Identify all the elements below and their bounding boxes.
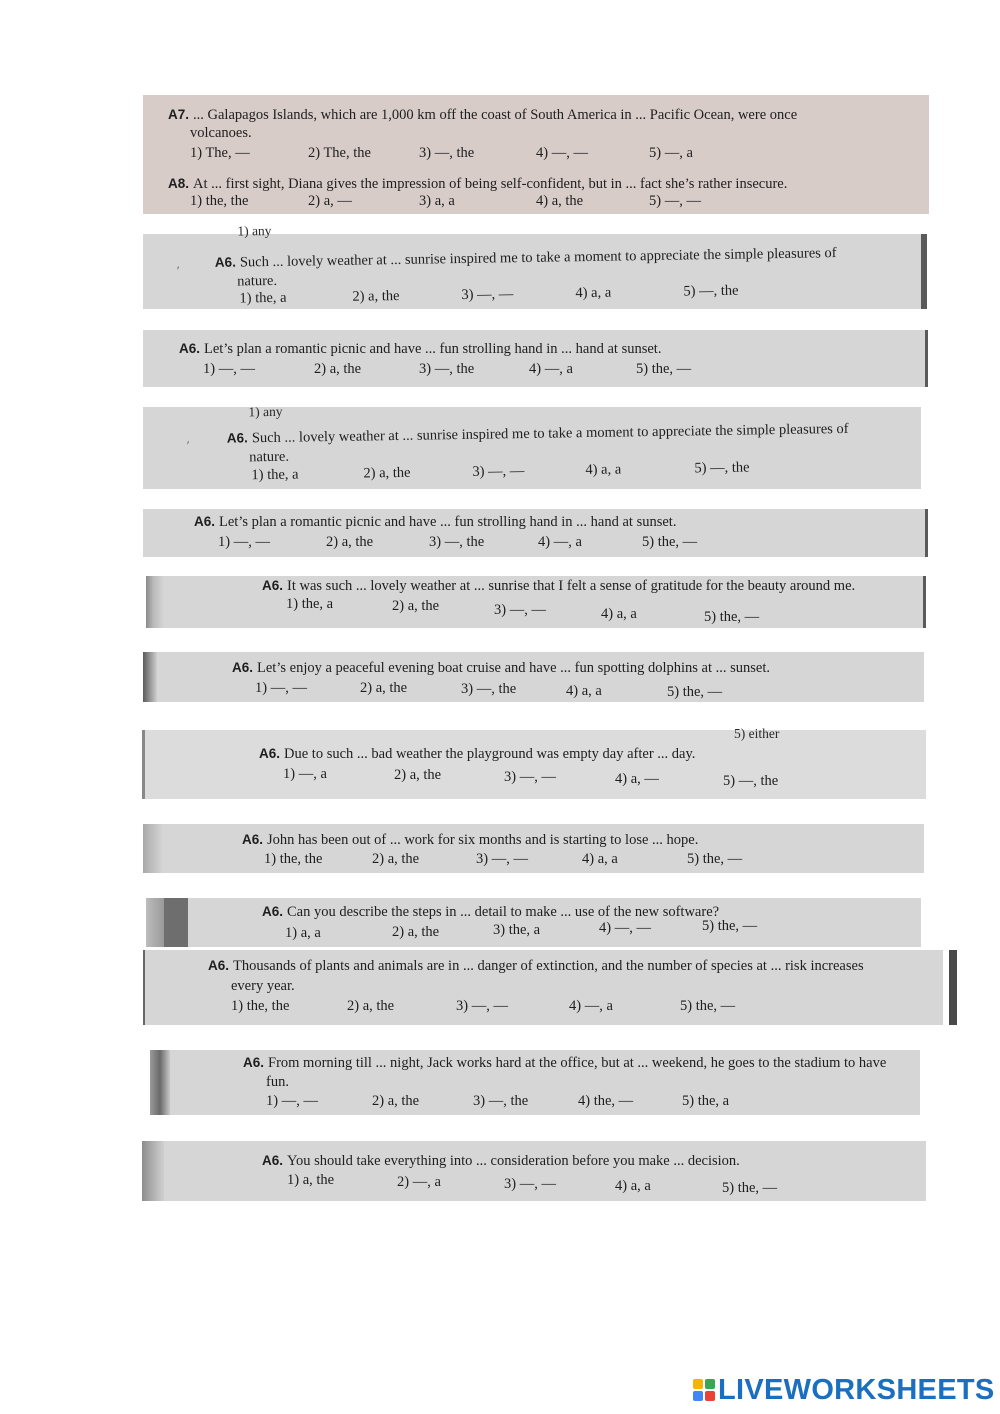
question-text: A6. Let’s plan a romantic picnic and have ... fun strolling hand in ... hand at sunset. bbox=[179, 341, 662, 357]
answer-option-3[interactable]: 3) —, — bbox=[472, 463, 525, 480]
scan-shadow bbox=[143, 652, 157, 702]
liveworksheets-logo-text: LIVEWORKSHEETS bbox=[718, 1373, 995, 1406]
answer-option-3[interactable]: 3) —, — bbox=[461, 286, 514, 304]
answer-option-4[interactable]: 4) —, a bbox=[538, 534, 582, 550]
answer-option-2[interactable]: 2) a, the bbox=[314, 361, 362, 377]
answer-option-3[interactable]: 3) a, a bbox=[419, 193, 455, 209]
liveworksheets-logo-icon bbox=[693, 1379, 715, 1401]
scan-shadow bbox=[146, 576, 164, 628]
logo-square-blue bbox=[693, 1391, 703, 1401]
answer-option-4[interactable]: 4) a, a bbox=[575, 284, 612, 302]
logo-square-green bbox=[705, 1379, 715, 1389]
scan-shadow bbox=[150, 1050, 170, 1115]
question-strip bbox=[142, 726, 926, 799]
cut-off-fragment: 5) either bbox=[734, 726, 780, 741]
answer-option-3[interactable]: 3) —, the bbox=[419, 145, 475, 161]
answer-option-5[interactable]: 5) —, the bbox=[694, 459, 750, 477]
answer-option-1[interactable]: 1) the, the bbox=[190, 193, 249, 209]
answer-option-1[interactable]: 1) a, a bbox=[285, 925, 321, 941]
answer-option-4[interactable]: 4) a, a bbox=[585, 461, 622, 479]
question-continuation: nature. bbox=[237, 272, 278, 290]
question-text: A6. Let’s enjoy a peaceful evening boat cruise and have ... fun spotting dolphins at ... sunset. bbox=[232, 660, 771, 676]
answer-option-5[interactable]: 5) the, — bbox=[722, 1180, 778, 1196]
scan-shadow bbox=[142, 730, 145, 799]
answer-option-2[interactable]: 2) a, the bbox=[392, 598, 440, 614]
cut-off-fragment: 1) any bbox=[237, 222, 272, 239]
answer-option-3[interactable]: 3) —, — bbox=[494, 602, 546, 618]
answer-option-5[interactable]: 5) —, the bbox=[723, 773, 779, 789]
question-strip bbox=[150, 1050, 920, 1115]
answer-option-5[interactable]: 5) the, — bbox=[680, 998, 736, 1014]
answer-option-4[interactable]: 4) —, — bbox=[536, 145, 588, 161]
answer-option-3[interactable]: 3) —, the bbox=[429, 534, 485, 550]
question-text: A6. Such ... lovely weather at ... sunrise inspired me to take a moment to appreciate the simple pleasures of bbox=[214, 245, 837, 271]
question-strip bbox=[143, 950, 957, 1025]
answer-option-2[interactable]: 2) a, the bbox=[372, 851, 420, 867]
answer-option-1[interactable]: 1) the, a bbox=[286, 596, 334, 612]
question-text: A6. John has been out of ... work for six months and is starting to lose ... hope. bbox=[242, 832, 699, 848]
strip-edge bbox=[923, 576, 926, 628]
answer-option-3[interactable]: 3) —, — bbox=[456, 998, 508, 1014]
answer-option-5[interactable]: 5) —, the bbox=[683, 282, 739, 300]
question-continuation: fun. bbox=[266, 1074, 289, 1090]
answer-option-2[interactable]: 2) a, the bbox=[326, 534, 374, 550]
scan-shadow bbox=[164, 898, 188, 947]
answer-option-2[interactable]: 2) a, the bbox=[363, 464, 411, 482]
answer-option-2[interactable]: 2) a, — bbox=[308, 193, 352, 209]
question-text: A6. Can you describe the steps in ... detail to make ... use of the new software? bbox=[262, 904, 720, 920]
strip-edge bbox=[949, 950, 957, 1025]
question-strip-a7-a8 bbox=[143, 95, 929, 214]
answer-option-1[interactable]: 1) the, a bbox=[251, 466, 299, 484]
answer-option-1[interactable]: 1) the, the bbox=[264, 851, 323, 867]
answer-option-4[interactable]: 4) —, — bbox=[599, 920, 651, 936]
answer-option-5[interactable]: 5) the, — bbox=[702, 918, 758, 934]
question-strip bbox=[143, 222, 927, 309]
question-strip bbox=[143, 330, 928, 387]
question-continuation: volcanoes. bbox=[190, 125, 252, 141]
answer-option-3[interactable]: 3) —, — bbox=[504, 1176, 556, 1192]
answer-option-5[interactable]: 5) the, — bbox=[704, 609, 760, 625]
answer-option-2[interactable]: 2) a, the bbox=[352, 287, 400, 305]
question-strip bbox=[143, 509, 928, 557]
answer-option-1[interactable]: 1) —, — bbox=[266, 1093, 318, 1109]
scan-shadow bbox=[146, 898, 164, 947]
answer-option-5[interactable]: 5) —, a bbox=[649, 145, 693, 161]
scan-shadow bbox=[143, 950, 145, 1025]
answer-option-1[interactable]: 1) —, a bbox=[283, 766, 327, 782]
answer-option-1[interactable]: 1) the, a bbox=[239, 289, 287, 307]
answer-option-1[interactable]: 1) —, — bbox=[218, 534, 270, 550]
answer-option-3[interactable]: 3) —, — bbox=[476, 851, 528, 867]
answer-option-2[interactable]: 2) a, the bbox=[347, 998, 395, 1014]
answer-option-4[interactable]: 4) a, — bbox=[615, 771, 659, 787]
answer-option-1[interactable]: 1) a, the bbox=[287, 1172, 335, 1188]
answer-option-2[interactable]: 2) —, a bbox=[397, 1174, 441, 1190]
question-text: A6. Due to such ... bad weather the playground was empty day after ... day. bbox=[259, 746, 696, 762]
answer-option-5[interactable]: 5) the, — bbox=[636, 361, 692, 377]
answer-option-4[interactable]: 4) the, — bbox=[578, 1093, 634, 1109]
logo-square-red bbox=[705, 1391, 715, 1401]
question-text: A7. ... Galapagos Islands, which are 1,000 km off the coast of South America in ... Pacific Ocean, were once bbox=[168, 107, 798, 123]
answer-option-1[interactable]: 1) The, — bbox=[190, 145, 250, 161]
scan-shadow bbox=[142, 1141, 164, 1201]
question-text: A6. You should take everything into ... consideration before you make ... decision. bbox=[262, 1153, 740, 1169]
question-text: A6. Thousands of plants and animals are in ... danger of extinction, and the number of species at ... risk increases bbox=[208, 958, 864, 974]
question-text: A6. From morning till ... night, Jack works hard at the office, but at ... weekend, he goes to the stadium to have bbox=[243, 1055, 887, 1071]
answer-option-1[interactable]: 1) the, the bbox=[231, 998, 290, 1014]
answer-option-3[interactable]: 3) the, a bbox=[493, 922, 541, 938]
question-continuation: nature. bbox=[249, 448, 290, 466]
question-strip bbox=[142, 1141, 926, 1201]
liveworksheets-logo[interactable] bbox=[693, 1374, 995, 1406]
question-text: A8. At ... first sight, Diana gives the impression of being self-confident, but in ... fact she’s rather insecure. bbox=[168, 176, 788, 192]
page-gap bbox=[943, 950, 949, 1025]
answer-option-5[interactable]: 5) the, — bbox=[642, 534, 698, 550]
strip-edge bbox=[925, 330, 928, 387]
answer-option-4[interactable]: 4) —, a bbox=[529, 361, 573, 377]
answer-option-2[interactable]: 2) The, the bbox=[308, 145, 371, 161]
answer-option-1[interactable]: 1) —, — bbox=[255, 680, 307, 696]
answer-option-4[interactable]: 4) a, a bbox=[582, 851, 618, 867]
question-strip bbox=[146, 576, 926, 628]
pencil-mark: ′ bbox=[186, 438, 190, 453]
answer-option-3[interactable]: 3) —, the bbox=[419, 361, 475, 377]
answer-option-5[interactable]: 5) —, — bbox=[649, 193, 701, 209]
answer-option-3[interactable]: 3) —, — bbox=[504, 769, 556, 785]
answer-option-5[interactable]: 5) the, a bbox=[682, 1093, 730, 1109]
question-strip bbox=[146, 898, 921, 947]
answer-option-3[interactable]: 3) —, the bbox=[461, 681, 517, 697]
logo-square-yellow bbox=[693, 1379, 703, 1389]
answer-option-3[interactable]: 3) —, the bbox=[473, 1093, 529, 1109]
answer-option-4[interactable]: 4) a, the bbox=[536, 193, 584, 209]
answer-option-1[interactable]: 1) —, — bbox=[203, 361, 255, 377]
answer-option-4[interactable]: 4) —, a bbox=[569, 998, 613, 1014]
question-text: A6. It was such ... lovely weather at ... sunrise that I felt a sense of gratitude for the beauty around me. bbox=[262, 578, 856, 594]
answer-option-2[interactable]: 2) a, the bbox=[394, 767, 442, 783]
question-strip bbox=[143, 824, 924, 873]
answer-option-4[interactable]: 4) a, a bbox=[615, 1178, 651, 1194]
scan-shadow bbox=[143, 824, 163, 873]
question-strip bbox=[143, 403, 921, 489]
strip-edge bbox=[925, 509, 928, 557]
answer-option-5[interactable]: 5) the, — bbox=[667, 684, 723, 700]
cut-off-fragment: 1) any bbox=[248, 403, 283, 420]
question-text: A6. Such ... lovely weather at ... sunrise inspired me to take a moment to appreciate the simple pleasures of bbox=[226, 420, 849, 447]
question-strip bbox=[143, 652, 924, 702]
answer-option-4[interactable]: 4) a, a bbox=[566, 683, 602, 699]
answer-option-2[interactable]: 2) a, the bbox=[392, 924, 440, 940]
pencil-mark: ′ bbox=[176, 263, 180, 278]
question-continuation: every year. bbox=[231, 978, 295, 994]
answer-option-2[interactable]: 2) a, the bbox=[360, 680, 408, 696]
answer-option-2[interactable]: 2) a, the bbox=[372, 1093, 420, 1109]
answer-option-5[interactable]: 5) the, — bbox=[687, 851, 743, 867]
question-text: A6. Let’s plan a romantic picnic and have ... fun strolling hand in ... hand at sunset. bbox=[194, 514, 677, 530]
answer-option-4[interactable]: 4) a, a bbox=[601, 606, 637, 622]
